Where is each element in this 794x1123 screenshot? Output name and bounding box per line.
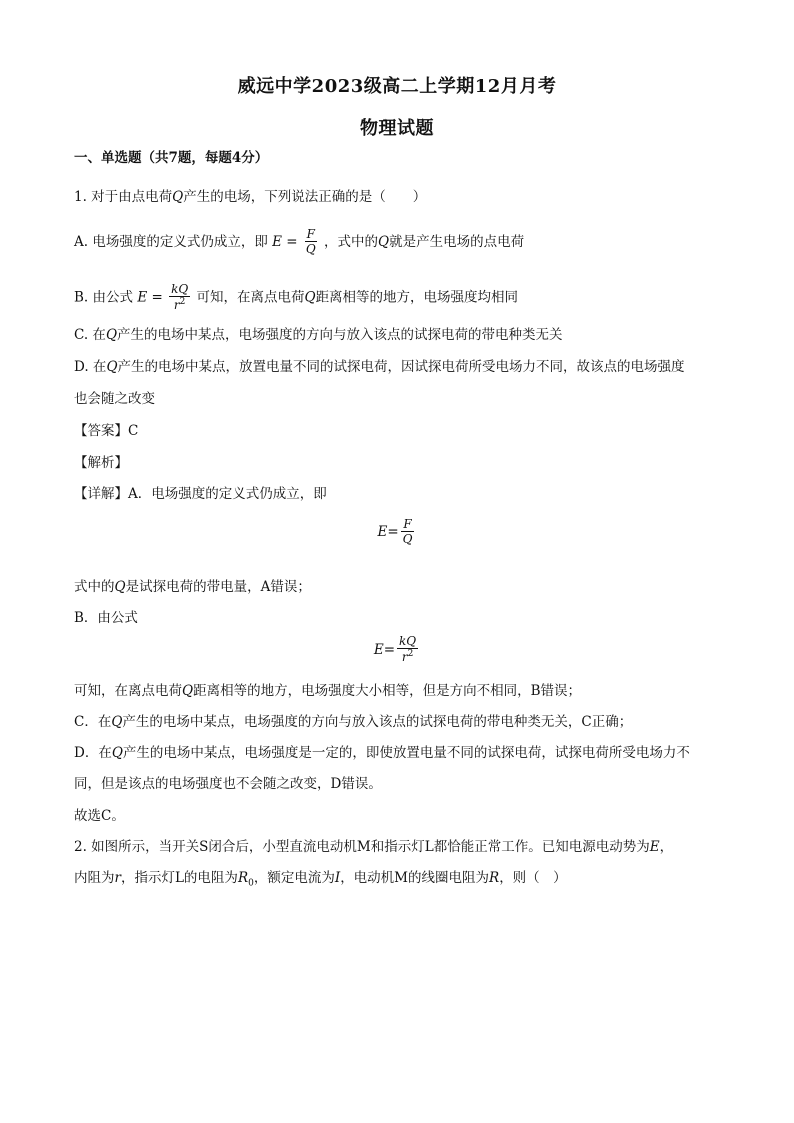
q2-line2-c: ，额定电流为 [253,870,335,886]
q1-a-after2: 就是产生电场的点电荷 [389,233,525,250]
q1-b-after: 可知，在离点电荷 [196,289,305,306]
q1-option-a [74,228,524,257]
q1-stem [74,189,426,207]
subscript-0: 0 [248,878,254,889]
q1-detail-c [74,714,632,732]
q2-line1-end: ， [659,839,674,855]
fraction-kq-over-r2 [169,283,190,313]
q1-detail-a2-before: 式中的 [74,579,115,595]
q1-c-after: 产生的电场中某点，电场强度的方向与放入该点的试探电荷的带电种类无关 [117,327,563,343]
formula-eq: = [383,641,396,658]
q1-stem-var: Q [172,189,184,205]
q1-detail-a2-after: 是试探电荷的带电量，A错误； [125,579,311,595]
q1-option-c [74,327,563,345]
var-r: r [173,298,180,313]
var-q: Q [106,359,118,375]
var-r: r [114,870,121,886]
formula-e: E [137,289,148,306]
var-i: I [334,870,341,886]
q1-d-after: 产生的电场中某点，放置电量不同的试探电荷，因试探电荷所受电场力不同，故该点的电场强度 [117,359,685,375]
q1-detail-d [74,745,690,763]
q1-b-before: B. 由公式 [74,289,134,306]
fraction-denominator [172,297,187,312]
exponent: 2 [407,649,414,660]
q2-line2-d: ，电动机M的线圈电阻为 [340,870,490,886]
q1-a-before: A. 电场强度的定义式仍成立，即 [74,233,268,250]
q1-detail-a2 [74,579,311,597]
var-q: Q [111,745,123,761]
var-q: Q [304,289,316,306]
q1-detail-c-before: C．在 [74,714,112,730]
var-e: E [649,839,660,855]
var-q: Q [378,233,390,250]
q1-detail-b2-after: 距离相等的地方，电场强度大小相等，但是方向不相同，B错误； [193,683,581,699]
q1-answer: 【答案】C [74,423,139,439]
q1-a-after: ，式中的 [324,233,379,250]
var-q: Q [114,579,126,595]
q1-detail-b: B．由公式 [74,610,138,626]
formula-eq: = [147,289,168,306]
q1-b-after2: 距离相等的地方，电场强度均相同 [315,289,519,306]
q2-line1-text: 2. 如图所示，当开关S闭合后，小型直流电动机M和指示灯L都恰能正常工作。已知电源电动势为 [74,839,650,855]
q1-detail-b2-before: 可知，在离点电荷 [74,683,182,699]
q1-analysis-label: 【解析】 [74,455,128,471]
fraction-numerator: kQ [171,282,189,296]
q1-option-d-line2: 也会随之改变 [74,391,155,407]
q2-line2-a: 内阻为 [74,870,115,886]
q1-stem-after: 产生的电场，下列说法正确的是（ ） [183,189,427,205]
q1-c-before: C. 在 [74,327,106,343]
var-r: r [401,650,408,665]
q1-detail-d-before: D．在 [74,745,112,761]
q1-detail-b2 [74,683,581,701]
formula-e: E [377,524,388,541]
var-q: Q [105,327,118,343]
equation-e-f-q [0,518,794,547]
q2-line2-e: ，则（ ） [499,870,567,886]
q1-detail-a: 【详解】A．电场强度的定义式仍成立，即 [74,486,327,502]
var-q: Q [182,683,194,699]
q1-conclusion: 故选C。 [74,808,125,824]
formula-eq: = [387,524,399,541]
fraction-f-over-q [401,518,415,547]
var-r0: R [237,870,249,886]
formula-e: E [373,641,384,658]
section-heading: 一、单选题（共7题，每题4分） [74,150,269,166]
var-big-r: R [489,870,500,886]
q2-stem-line1 [74,839,673,857]
fraction-kq-over-r2 [397,635,418,665]
exam-subtitle: 物理试题 [360,118,434,139]
fraction-f-over-q [304,228,318,257]
q1-d-before: D. 在 [74,359,107,375]
formula-e: E [272,233,282,250]
fraction-denominator: Q [402,532,413,547]
q2-stem-line2 [74,870,567,890]
fraction-numerator: kQ [399,634,417,648]
var-q: Q [111,714,123,730]
q1-stem-before: 1. 对于由点电荷 [74,189,173,205]
q1-option-d [74,359,685,377]
exam-title: 威远中学2023级高二上学期12月月考 [237,76,557,97]
q1-detail-d-line2: 同，但是该点的电场强度也不会随之改变，D错误。 [74,776,382,792]
fraction-numerator: F [306,227,315,241]
fraction-denominator [400,649,415,664]
q2-line2-b: ，指示灯L的电阻为 [120,870,238,886]
q1-detail-d-after: 产生的电场中某点，电场强度是一定的，即使放置电量不同的试探电荷，试探电荷所受电场力不 [122,745,690,761]
equation-e-kq-r2 [0,635,794,665]
fraction-denominator: Q [305,242,316,257]
q1-detail-c-after: 产生的电场中某点，电场强度的方向与放入该点的试探电荷的带电种类无关，C正确； [122,714,633,730]
exponent: 2 [179,297,186,308]
fraction-numerator: F [403,517,412,531]
formula-eq: = [282,233,302,250]
q1-option-b [74,283,518,313]
